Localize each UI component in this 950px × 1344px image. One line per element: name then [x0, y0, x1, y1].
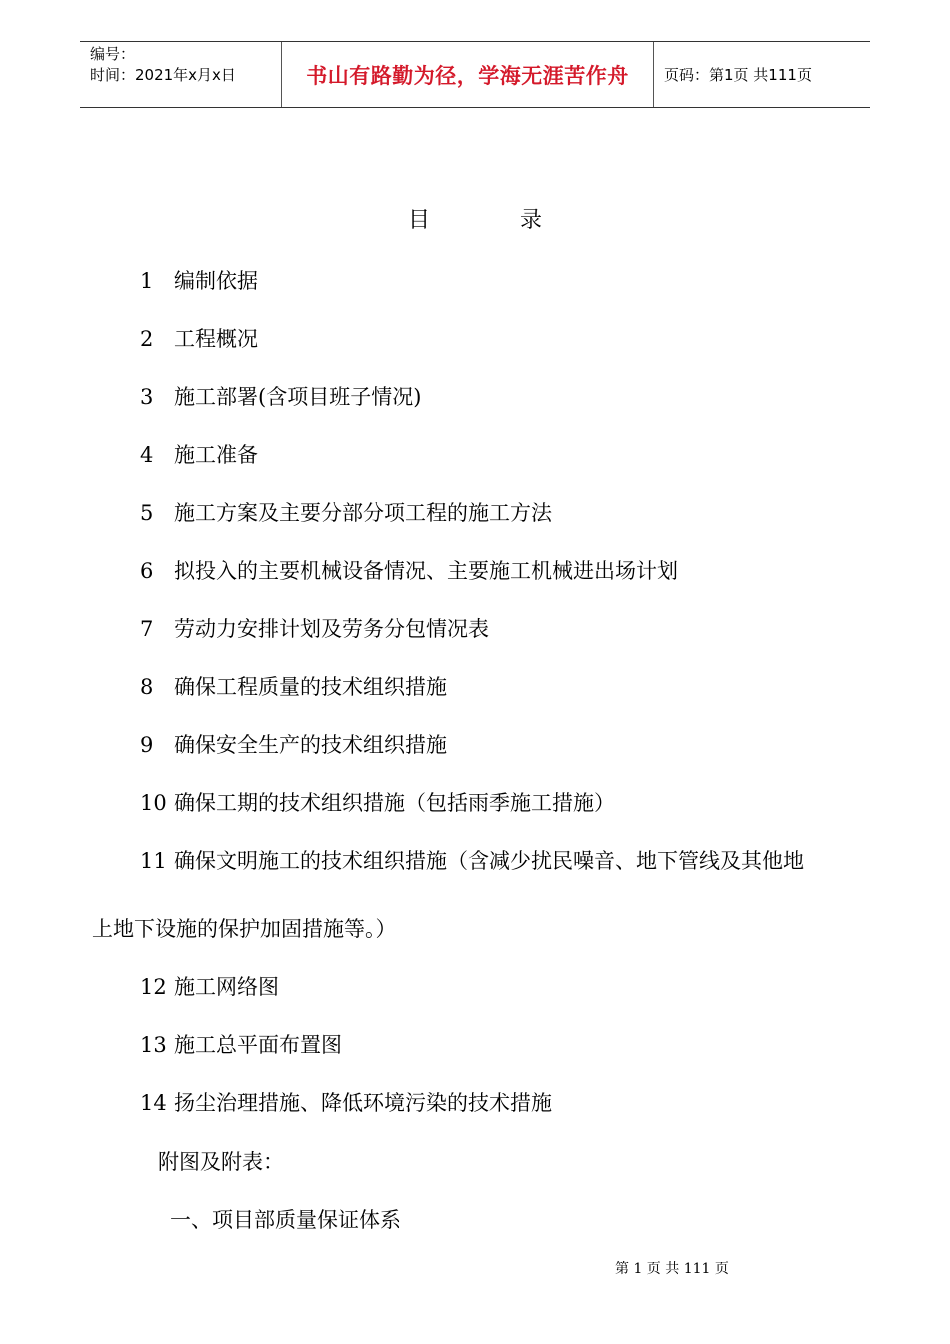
toc-item-label: 确保工期的技术组织措施（包括雨季施工措施） [174, 791, 615, 815]
toc-item-label: 劳动力安排计划及劳务分包情况表 [174, 617, 489, 641]
toc-item-number: 1 [140, 269, 154, 293]
toc-item-number: 4 [140, 443, 154, 467]
appendix-label: 附图及附表： [158, 1150, 284, 1174]
toc-item-label: 施工总平面布置图 [174, 1033, 342, 1057]
toc-item-number: 8 [140, 675, 154, 699]
toc-item [140, 729, 447, 759]
document-number-label: 编号： [90, 45, 136, 63]
appendix-item: 一、项目部质量保证体系 [170, 1208, 401, 1232]
header-meta [80, 42, 282, 107]
toc-item [140, 381, 421, 411]
toc-title-right: 录 [520, 208, 543, 233]
document-date: 时间：2021年x月x日 [90, 66, 236, 84]
toc-item [140, 671, 447, 701]
toc-title-left: 目 [407, 208, 430, 233]
toc-item [140, 439, 258, 469]
toc-item-11-continuation: 上地下设施的保护加固措施等。） [92, 917, 397, 941]
toc-item [140, 497, 552, 527]
toc-item [140, 1029, 342, 1059]
toc-item [140, 555, 678, 585]
toc-item-number: 3 [140, 385, 154, 409]
toc-item-number: 14 [140, 1091, 167, 1115]
toc-item-number: 9 [140, 733, 154, 757]
toc-item-number: 12 [140, 975, 167, 999]
toc-item [140, 323, 258, 353]
toc-item-label: 确保文明施工的技术组织措施（含减少扰民噪音、地下管线及其他地 [174, 849, 804, 873]
page-header [80, 41, 870, 108]
toc-item-label: 扬尘治理措施、降低环境污染的技术措施 [174, 1091, 552, 1115]
toc-item-label: 确保安全生产的技术组织措施 [174, 733, 447, 757]
toc-item-label: 确保工程质量的技术组织措施 [174, 675, 447, 699]
toc-item [140, 787, 615, 817]
toc-item-label: 施工方案及主要分部分项工程的施工方法 [174, 501, 552, 525]
page-footer: 第 1 页 共 111 页 [615, 1261, 729, 1277]
toc-item-number: 10 [140, 791, 167, 815]
toc-item [140, 845, 804, 875]
toc-item-number: 2 [140, 327, 154, 351]
toc-item-number: 11 [140, 849, 167, 873]
toc-item-label: 拟投入的主要机械设备情况、主要施工机械进出场计划 [174, 559, 678, 583]
toc-item-label: 施工部署(含项目班子情况) [174, 385, 422, 409]
toc-item-number: 7 [140, 617, 154, 641]
toc-item-label: 施工网络图 [174, 975, 279, 999]
toc-item [140, 971, 279, 1001]
toc-item-label: 工程概况 [174, 327, 258, 351]
toc-item-number: 5 [140, 501, 154, 525]
header-page-number: 页码：第1页 共111页 [664, 66, 812, 84]
toc-title [0, 203, 950, 234]
toc-item-number: 6 [140, 559, 154, 583]
header-motto: 书山有路勤为径，学海无涯苦作舟 [282, 42, 654, 107]
toc-item-label: 编制依据 [174, 269, 258, 293]
toc-item [140, 613, 489, 643]
toc-item-number: 13 [140, 1033, 167, 1057]
toc-item-label: 施工准备 [174, 443, 258, 467]
toc-item [140, 265, 258, 295]
toc-item [140, 1087, 552, 1117]
